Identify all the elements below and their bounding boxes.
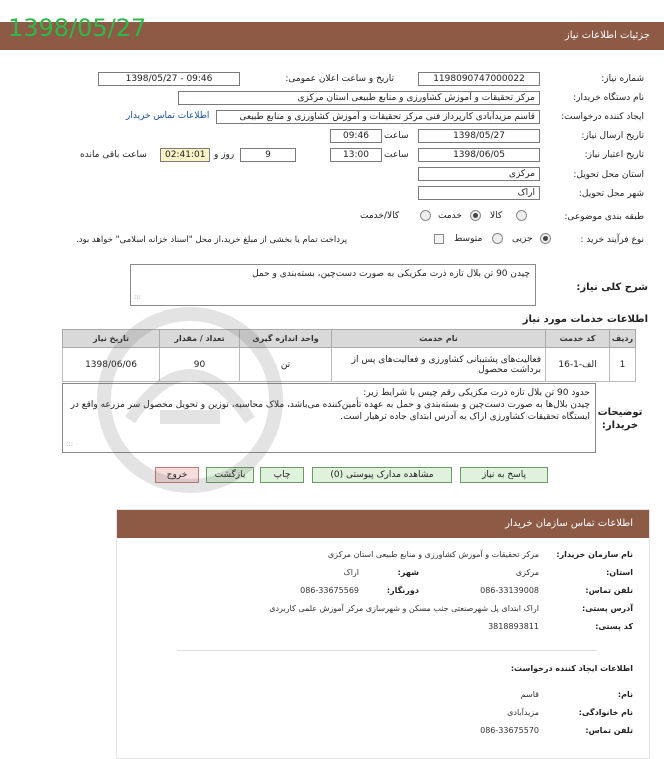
treasury-checkbox[interactable] xyxy=(434,234,444,244)
contact-org-label: نام سازمان خریدار: xyxy=(556,550,633,559)
description-label: شرح کلی نیاز: xyxy=(576,282,648,293)
buyer-org-field: مرکز تحقیقات و آموزش کشاورزی و منابع طبیعی استان مرکزی xyxy=(178,91,540,105)
contact-province-label: استان: xyxy=(606,568,633,577)
cell-unit: تن xyxy=(240,348,332,382)
cell-qty: 90 xyxy=(160,348,240,382)
col-unit: واحد اندازه گیری xyxy=(240,330,332,348)
services-header-row xyxy=(63,330,636,348)
send-date-field: 1398/05/27 xyxy=(418,129,540,143)
process-radio-medium[interactable] xyxy=(492,233,503,244)
description-textarea xyxy=(130,264,536,306)
contact-title: اطلاعات تماس سازمان خریدار xyxy=(505,518,633,529)
buyer-notes-textarea xyxy=(62,383,596,453)
page-title: جزئیات اطلاعات نیاز xyxy=(564,30,650,41)
contact-card xyxy=(116,509,650,759)
creator-phone-label: تلفن تماس: xyxy=(585,726,633,735)
city-label: شهر محل تحویل: xyxy=(578,189,644,199)
announce-label: تاریخ و ساعت اعلان عمومی: xyxy=(285,74,394,84)
col-qty: تعداد / مقدار xyxy=(160,330,240,348)
contact-divider xyxy=(177,650,597,651)
send-date-label: تاریخ ارسال نیاز: xyxy=(581,131,644,141)
city-field: اراک xyxy=(418,186,540,200)
category-option-goods: کالا xyxy=(490,211,503,221)
buyer-notes-line-2: چیدن بلال‌ها به صورت دست‌چین و بسته‌بندی و حمل به عهده تأمین‌کننده می‌باشد، ملاک محاسبه، توزین و تحویل محصول سر مزرعه واقع در ایستگاه تحقیقات کشاورزی اراک به آدرس ابتدای جاده ترهبار است. xyxy=(70,400,590,422)
process-option-medium: متوسط xyxy=(454,234,483,244)
col-date: تاریخ نیاز xyxy=(63,330,160,348)
process-radio-minor[interactable] xyxy=(540,233,551,244)
contact-address-value: اراک ابتدای پل شهرصنعتی جنب مسکن و شهرسازی مرکز آموزش علمی کاربردی xyxy=(269,604,539,613)
deadline-time-label: ساعت xyxy=(384,150,409,160)
cell-code: الف-1-16 xyxy=(546,348,610,382)
deadline-time-field: 13:00 xyxy=(330,148,382,162)
creator-name-label: نام: xyxy=(617,690,633,699)
deadline-date-field: 1398/06/05 xyxy=(418,148,540,162)
contact-postal-value: 3818893811 xyxy=(488,622,539,631)
treasury-note: پرداخت تمام یا بخشی از مبلغ خرید،از محل "اسناد خزانه اسلامی" خواهد بود. xyxy=(76,235,348,245)
creator-family-label: نام خانوادگی: xyxy=(578,708,633,717)
contact-province-value: مرکزی xyxy=(515,568,539,577)
print-button[interactable]: چاپ xyxy=(260,467,304,483)
send-time-field: 09:46 xyxy=(330,129,382,143)
services-table xyxy=(62,329,636,382)
creator-name-value: قاسم xyxy=(520,690,539,699)
back-button[interactable]: بازگشت xyxy=(206,467,254,483)
col-name: نام خدمت xyxy=(332,330,546,348)
description-text: چیدن 90 تن بلال تازه ذرت مکزیکی به صورت دست‌چین، بسته‌بندی و حمل xyxy=(252,269,530,279)
creator-phone-value: 086-33675570 xyxy=(480,726,539,735)
attachments-button[interactable]: مشاهده مدارک پیوستی (0) xyxy=(312,467,452,483)
deadline-label: تاریخ اعتبار نیاز: xyxy=(584,150,644,160)
cell-index: 1 xyxy=(610,348,636,382)
category-radio-goods[interactable] xyxy=(516,210,527,221)
creator-family-value: مزیدآبادی xyxy=(507,708,539,717)
buyer-contact-link[interactable]: اطلاعات تماس خریدار xyxy=(126,111,210,121)
contact-city-label: شهر: xyxy=(397,568,419,577)
contact-city-value: اراک xyxy=(343,568,359,577)
date-stamp: 1398/05/27 xyxy=(8,14,147,42)
announce-field: 1398/05/27 - 09:46 xyxy=(98,72,240,86)
creator-field: قاسم مزیدآبادی کارپرداز فنی مرکز تحقیقات و آموزش کشاورزی و منابع طبیعی xyxy=(216,110,540,124)
col-code: کد خدمت xyxy=(546,330,610,348)
cell-date: 1398/06/06 xyxy=(63,348,160,382)
contact-org-value: مرکز تحقیقات و آموزش کشاورزی و منابع طبیعی استان مرکزی xyxy=(327,550,539,559)
need-number-field: 1198090747000022 xyxy=(418,72,540,86)
table-row xyxy=(63,348,636,382)
cell-name: فعالیت‌های پشتیبانی کشاورزی و فعالیت‌های پس از برداشت محصول xyxy=(332,348,546,382)
buyer-notes-label: توضیحات خریدار: xyxy=(597,407,643,431)
contact-phone-value: 086-33139008 xyxy=(480,586,539,595)
category-option-service: خدمت xyxy=(438,211,462,221)
contact-postal-label: کد پستی: xyxy=(595,622,633,631)
send-time-label: ساعت xyxy=(384,131,409,141)
contact-phone-label: تلفن تماس: xyxy=(585,586,633,595)
need-number-label: شماره نیاز: xyxy=(601,74,644,84)
resize-grip-icon: ::: xyxy=(66,440,74,448)
remaining-label: ساعت باقی مانده xyxy=(80,150,147,160)
category-radio-service[interactable] xyxy=(470,210,481,221)
days-label: روز و xyxy=(214,150,235,160)
days-field: 9 xyxy=(240,148,296,162)
contact-header xyxy=(117,510,649,538)
reply-button[interactable]: پاسخ به نیاز xyxy=(460,467,548,483)
process-label: نوع فرآیند خرید : xyxy=(580,235,644,245)
category-label: طبقه بندی موضوعی: xyxy=(564,212,644,222)
remaining-time-field: 02:41:01 xyxy=(160,148,210,162)
resize-grip-icon: ::: xyxy=(134,293,142,301)
contact-address-label: آدرس پستی: xyxy=(582,604,633,613)
services-title: اطلاعات خدمات مورد نیاز xyxy=(522,314,648,325)
contact-fax-label: دورنگار: xyxy=(386,586,419,595)
category-option-both: کالا/خدمت xyxy=(360,211,400,221)
col-index: ردیف xyxy=(610,330,636,348)
exit-button[interactable]: خروج xyxy=(155,467,199,483)
category-radio-both[interactable] xyxy=(420,210,431,221)
process-option-minor: جزیی xyxy=(512,234,533,244)
contact-fax-value: 086-33675569 xyxy=(300,586,359,595)
buyer-notes-line-1: حدود 90 تن بلال تازه ذرت مکزیکی رقم چیس با شرایط زیر: xyxy=(363,388,590,398)
province-label: استان محل تحویل: xyxy=(573,170,644,180)
buyer-org-label: نام دستگاه خریدار: xyxy=(573,93,644,103)
province-field: مرکزی xyxy=(418,167,540,181)
creator-label: ایجاد کننده درخواست: xyxy=(561,112,644,122)
creator-info-title: اطلاعات ایجاد کننده درخواست: xyxy=(510,664,633,673)
